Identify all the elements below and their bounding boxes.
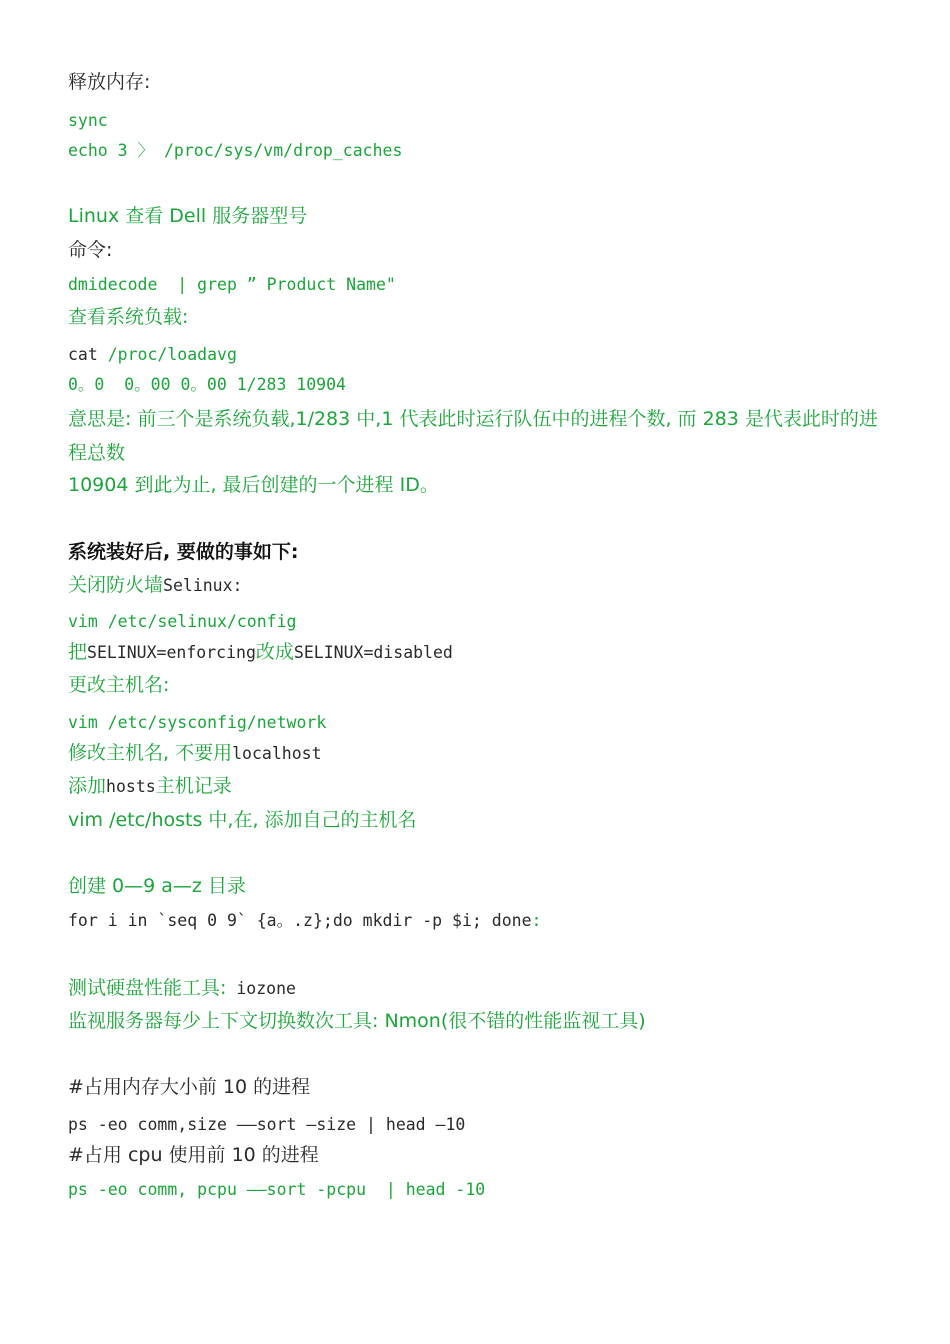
heading-release-memory: 释放内存: (68, 71, 151, 93)
selinux-change-instruction (68, 643, 453, 662)
command-mkdir-body: for i in `seq 0 9` {a。.z};do mkdir -p $i; done (68, 911, 532, 930)
command-loadavg-path: /proc/loadavg (97, 345, 237, 364)
loadavg-explanation: 意思是: 前三个是系统负载,1/283 中,1 代表此时运行队伍中的进程个数, 而 283 是代表此时的进程总数 (68, 408, 878, 464)
heading-dell-model: Linux 查看 Dell 服务器型号 (68, 205, 308, 227)
label-disable-firewall: 关闭防火墙 (68, 574, 164, 596)
text-ba: 把 (68, 641, 88, 663)
loadavg-last-pid: 10904 到此为止, 最后创建的一个进程 ID。 (68, 474, 439, 496)
command-mkdir-colon: : (531, 911, 542, 930)
text-hosts: hosts (106, 777, 156, 796)
label-selinux: Selinux: (163, 576, 243, 595)
heading-create-dirs: 创建 0—9 a—z 目录 (68, 875, 246, 897)
comment-top-cpu: #占用 cpu 使用前 10 的进程 (68, 1144, 319, 1166)
command-ps-pcpu: ps -eo comm, pcpu ——sort -pcpu | head -10 (68, 1180, 486, 1199)
text-localhost: localhost (232, 744, 322, 763)
text-host-record: 主机记录 (155, 775, 232, 797)
heading-change-hostname: 更改主机名: (68, 674, 170, 696)
command-sysconfig-network: vim /etc/sysconfig/network (68, 713, 327, 732)
command-dmidecode: dmidecode | grep ” Product Name" (68, 275, 396, 294)
heading-post-install: 系统装好后, 要做的事如下: (68, 541, 299, 563)
text-selinux-disabled: SELINUX=disabled (293, 643, 453, 662)
command-mkdir-loop (68, 913, 541, 930)
label-disk-tool: 测试硬盘性能工具: (68, 977, 227, 999)
command-sync: sync (68, 111, 108, 130)
text-modify-hostname: 修改主机名, 不要用 (68, 742, 233, 764)
command-selinux-config: vim /etc/selinux/config (68, 612, 297, 631)
command-etc-hosts: vim /etc/hosts 中,在, 添加自己的主机名 (68, 809, 417, 831)
command-loadavg (68, 347, 237, 364)
hostname-instruction (68, 744, 322, 763)
command-drop-caches: echo 3 〉 /proc/sys/vm/drop_caches (68, 141, 403, 160)
comment-top-memory: #占用内存大小前 10 的进程 (68, 1076, 311, 1098)
heading-system-load: 查看系统负载: (68, 306, 189, 328)
label-command: 命令: (68, 239, 113, 261)
text-iozone: iozone (226, 979, 296, 998)
loadavg-output: 0。0 0。00 0。00 1/283 10904 (68, 375, 346, 394)
hosts-instruction (68, 777, 232, 796)
tool-context-switch: 监视服务器每少上下文切换数次工具: Nmon(很不错的性能监视工具) (68, 1010, 646, 1032)
text-selinux-enforcing: SELINUX=enforcing (87, 643, 256, 662)
command-ps-size: ps -eo comm,size ——sort —size | head —10 (68, 1115, 466, 1134)
tool-disk-performance (68, 979, 296, 998)
text-add: 添加 (68, 775, 107, 797)
label-disable-selinux (68, 576, 243, 595)
command-cat: cat (68, 345, 98, 364)
text-change-to: 改成 (255, 641, 294, 663)
